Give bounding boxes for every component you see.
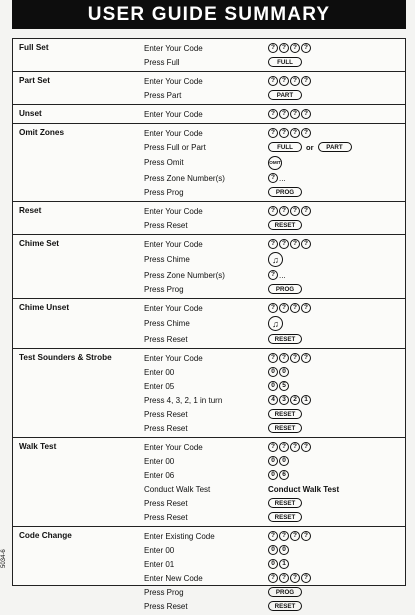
- instruction-row: [144, 315, 405, 332]
- section: [13, 202, 405, 235]
- instruction-text: Enter Existing Code: [144, 531, 215, 541]
- instruction-text: Enter Your Code: [144, 76, 203, 86]
- key-sequence: [268, 239, 405, 249]
- key-sequence: [268, 270, 405, 280]
- key-circle-icon: ?: [268, 76, 278, 86]
- key-button-icon: FULL: [268, 142, 302, 152]
- key-circle-icon: ?: [290, 531, 300, 541]
- key-button-icon: PROG: [268, 187, 302, 197]
- key-circle-icon: ?: [301, 43, 311, 53]
- omit-key-icon: OMIT: [268, 156, 282, 170]
- key-circle-icon: ?: [268, 531, 278, 541]
- instruction-row: [144, 496, 405, 510]
- key-sequence: [268, 284, 405, 294]
- key-circle-icon: ?: [301, 303, 311, 313]
- key-sequence: [268, 353, 405, 363]
- key-button-icon: RESET: [268, 601, 302, 611]
- instruction-row: [144, 55, 405, 69]
- key-circle-icon: ?: [290, 43, 300, 53]
- key-circle-icon: ?: [301, 128, 311, 138]
- instruction-text: Press Reset: [144, 498, 188, 508]
- key-circle-icon: ?: [279, 76, 289, 86]
- instruction-row: [144, 332, 405, 346]
- key-circle-icon: 0: [279, 456, 289, 466]
- instruction-text: Press Reset: [144, 334, 188, 344]
- key-circle-icon: ?: [301, 531, 311, 541]
- section: [13, 124, 405, 202]
- key-circle-icon: ?: [268, 270, 278, 280]
- key-circle-icon: ?: [290, 239, 300, 249]
- key-circle-icon: ?: [290, 353, 300, 363]
- instruction-text: Enter Your Code: [144, 128, 203, 138]
- instruction-text: Press Prog: [144, 187, 184, 197]
- key-button-icon: PART: [268, 90, 302, 100]
- instruction-text: Enter 00: [144, 456, 175, 466]
- key-circle-icon: 0: [268, 456, 278, 466]
- key-circle-icon: ?: [279, 206, 289, 216]
- section: [13, 72, 405, 105]
- instruction-row: [144, 351, 405, 365]
- key-sequence: [268, 470, 405, 480]
- key-sequence: [268, 545, 405, 555]
- section-name: Test Sounders & Strobe: [19, 353, 112, 362]
- instruction-row: [144, 74, 405, 88]
- key-circle-icon: 0: [268, 559, 278, 569]
- instruction-row: [144, 468, 405, 482]
- key-circle-icon: ?: [279, 303, 289, 313]
- key-sequence: [268, 173, 405, 183]
- section: [13, 527, 405, 615]
- key-button-icon: RESET: [268, 512, 302, 522]
- instruction-text: Enter 00: [144, 367, 175, 377]
- instruction-text: Press Reset: [144, 220, 188, 230]
- key-sequence: [268, 395, 405, 405]
- key-sequence: [268, 57, 405, 67]
- guide-table: [12, 38, 406, 611]
- key-sequence: [268, 142, 405, 152]
- section-name: Chime Unset: [19, 303, 70, 312]
- instruction-text: Press Chime: [144, 255, 190, 264]
- key-sequence: [268, 76, 405, 86]
- key-sequence: [268, 409, 405, 419]
- section-name: Full Set: [19, 43, 49, 52]
- instruction-text: Press Prog: [144, 587, 184, 597]
- key-sequence: [268, 367, 405, 377]
- key-circle-icon: ?: [290, 109, 300, 119]
- key-sequence: [268, 156, 405, 170]
- key-circle-icon: ?: [279, 353, 289, 363]
- key-button-icon: RESET: [268, 334, 302, 344]
- action-text: Conduct Walk Test: [268, 484, 340, 494]
- instruction-text: Press Reset: [144, 512, 188, 522]
- key-circle-icon: ?: [301, 442, 311, 452]
- key-circle-icon: ?: [290, 573, 300, 583]
- key-circle-icon: ?: [268, 303, 278, 313]
- key-circle-icon: 4: [268, 395, 278, 405]
- section-name: Unset: [19, 109, 42, 118]
- instruction-text: Press Full: [144, 57, 180, 67]
- section-name: Chime Set: [19, 239, 60, 248]
- instruction-row: [144, 571, 405, 585]
- instruction-row: [144, 218, 405, 232]
- key-circle-icon: ?: [301, 109, 311, 119]
- key-circle-icon: ?: [301, 353, 311, 363]
- instruction-row: [144, 154, 405, 171]
- key-sequence: [268, 512, 405, 522]
- instruction-text: Enter Your Code: [144, 303, 203, 313]
- key-sequence: [268, 128, 405, 138]
- instruction-row: [144, 204, 405, 218]
- key-sequence: [268, 442, 405, 452]
- key-button-icon: RESET: [268, 498, 302, 508]
- instruction-text: Press 4, 3, 2, 1 in turn: [144, 395, 223, 405]
- section-name: Code Change: [19, 531, 72, 540]
- key-circle-icon: ?: [268, 43, 278, 53]
- instruction-text: Press Part: [144, 90, 182, 100]
- key-sequence: [268, 485, 405, 494]
- section: [13, 105, 405, 124]
- instruction-row: [144, 393, 405, 407]
- key-circle-icon: 2: [290, 395, 300, 405]
- instruction-text: Enter Your Code: [144, 206, 203, 216]
- instruction-row: [144, 107, 405, 121]
- page-title: USER GUIDE SUMMARY: [12, 0, 406, 29]
- instruction-row: [144, 185, 405, 199]
- instruction-row: [144, 251, 405, 268]
- key-button-icon: PROG: [268, 284, 302, 294]
- instruction-text: Press Zone Number(s): [144, 173, 225, 183]
- section: [13, 438, 405, 527]
- key-circle-icon: ?: [279, 531, 289, 541]
- key-sequence: [268, 303, 405, 313]
- instruction-row: [144, 454, 405, 468]
- key-circle-icon: ?: [268, 109, 278, 119]
- instruction-row: [144, 88, 405, 102]
- instruction-row: [144, 543, 405, 557]
- instruction-row: [144, 365, 405, 379]
- key-circle-icon: ?: [290, 76, 300, 86]
- key-circle-icon: ?: [290, 206, 300, 216]
- instruction-row: [144, 171, 405, 185]
- key-circle-icon: ?: [290, 442, 300, 452]
- key-sequence: [268, 109, 405, 119]
- chime-key-icon: ♫: [268, 316, 283, 331]
- key-circle-icon: ?: [279, 442, 289, 452]
- instruction-row: [144, 282, 405, 296]
- instruction-text: Press Prog: [144, 284, 184, 294]
- key-circle-icon: 0: [268, 381, 278, 391]
- instruction-text: Enter Your Code: [144, 353, 203, 363]
- key-circle-icon: 6: [279, 470, 289, 480]
- key-button-icon: FULL: [268, 57, 302, 67]
- instruction-text: Enter 06: [144, 470, 175, 480]
- key-circle-icon: ?: [301, 206, 311, 216]
- instruction-text: Enter Your Code: [144, 43, 203, 53]
- key-button-icon: RESET: [268, 423, 302, 433]
- key-circle-icon: 3: [279, 395, 289, 405]
- instruction-row: [144, 421, 405, 435]
- key-circle-icon: ?: [279, 239, 289, 249]
- section: [13, 349, 405, 438]
- key-circle-icon: ?: [268, 173, 278, 183]
- key-sequence: [268, 423, 405, 433]
- section-name: Reset: [19, 206, 42, 215]
- instruction-row: [144, 440, 405, 454]
- key-circle-icon: ?: [279, 128, 289, 138]
- ellipsis-text: ...: [279, 270, 286, 280]
- instruction-row: [144, 301, 405, 315]
- key-sequence: [268, 573, 405, 583]
- key-sequence: [268, 316, 405, 331]
- instruction-text: Enter Your Code: [144, 239, 203, 249]
- key-circle-icon: ?: [301, 239, 311, 249]
- instruction-row: [144, 268, 405, 282]
- instruction-text: Press Reset: [144, 409, 188, 419]
- instruction-row: [144, 126, 405, 140]
- key-circle-icon: ?: [268, 239, 278, 249]
- instruction-text: Enter 01: [144, 559, 175, 569]
- section: [13, 299, 405, 349]
- instruction-text: Press Zone Number(s): [144, 270, 225, 280]
- or-text: or: [306, 142, 314, 152]
- key-sequence: [268, 456, 405, 466]
- key-circle-icon: 1: [279, 559, 289, 569]
- key-circle-icon: ?: [279, 109, 289, 119]
- key-sequence: [268, 381, 405, 391]
- key-sequence: [268, 252, 405, 267]
- key-circle-icon: 1: [301, 395, 311, 405]
- instruction-row: [144, 41, 405, 55]
- key-circle-icon: 0: [268, 367, 278, 377]
- key-sequence: [268, 334, 405, 344]
- instruction-row: [144, 140, 405, 154]
- key-circle-icon: 0: [268, 545, 278, 555]
- key-circle-icon: 5: [279, 381, 289, 391]
- instruction-text: Conduct Walk Test: [144, 484, 211, 494]
- section-name: Omit Zones: [19, 128, 65, 137]
- key-sequence: [268, 220, 405, 230]
- section-name: Part Set: [19, 76, 50, 85]
- key-circle-icon: 0: [279, 367, 289, 377]
- key-circle-icon: ?: [279, 43, 289, 53]
- instruction-row: [144, 510, 405, 524]
- key-circle-icon: ?: [301, 573, 311, 583]
- instruction-text: Enter Your Code: [144, 109, 203, 119]
- key-sequence: [268, 531, 405, 541]
- key-button-icon: RESET: [268, 220, 302, 230]
- key-circle-icon: ?: [279, 573, 289, 583]
- instruction-row: [144, 379, 405, 393]
- instruction-text: Enter 05: [144, 381, 175, 391]
- key-button-icon: RESET: [268, 409, 302, 419]
- key-circle-icon: ?: [290, 128, 300, 138]
- instruction-text: Press Omit: [144, 158, 184, 167]
- key-circle-icon: ?: [268, 128, 278, 138]
- instruction-text: Press Reset: [144, 601, 188, 611]
- instruction-text: Press Chime: [144, 319, 190, 328]
- key-circle-icon: ?: [301, 76, 311, 86]
- key-circle-icon: 0: [268, 470, 278, 480]
- key-circle-icon: ?: [268, 206, 278, 216]
- key-button-icon: PROG: [268, 587, 302, 597]
- instruction-text: Press Full or Part: [144, 142, 206, 152]
- key-circle-icon: ?: [268, 353, 278, 363]
- instruction-text: Enter 00: [144, 545, 175, 555]
- section: [13, 235, 405, 299]
- instruction-text: Enter New Code: [144, 573, 203, 583]
- section-name: Walk Test: [19, 442, 57, 451]
- section: [13, 39, 405, 72]
- key-sequence: [268, 90, 405, 100]
- key-circle-icon: ?: [268, 442, 278, 452]
- instruction-row: [144, 407, 405, 421]
- instruction-row: [144, 237, 405, 251]
- key-circle-icon: 0: [279, 545, 289, 555]
- key-circle-icon: ?: [268, 573, 278, 583]
- instruction-row: [144, 599, 405, 613]
- key-sequence: [268, 206, 405, 216]
- key-sequence: [268, 498, 405, 508]
- document-code: 5034-6: [1, 549, 7, 568]
- instruction-text: Enter Your Code: [144, 442, 203, 452]
- key-button-icon: PART: [318, 142, 352, 152]
- ellipsis-text: ...: [279, 173, 286, 183]
- key-sequence: [268, 601, 405, 611]
- key-circle-icon: ?: [290, 303, 300, 313]
- instruction-row: [144, 482, 405, 496]
- key-sequence: [268, 43, 405, 53]
- instruction-row: [144, 529, 405, 543]
- instruction-row: [144, 557, 405, 571]
- instruction-row: [144, 585, 405, 599]
- key-sequence: [268, 587, 405, 597]
- instruction-text: Press Reset: [144, 423, 188, 433]
- key-sequence: [268, 559, 405, 569]
- chime-key-icon: ♫: [268, 252, 283, 267]
- key-sequence: [268, 187, 405, 197]
